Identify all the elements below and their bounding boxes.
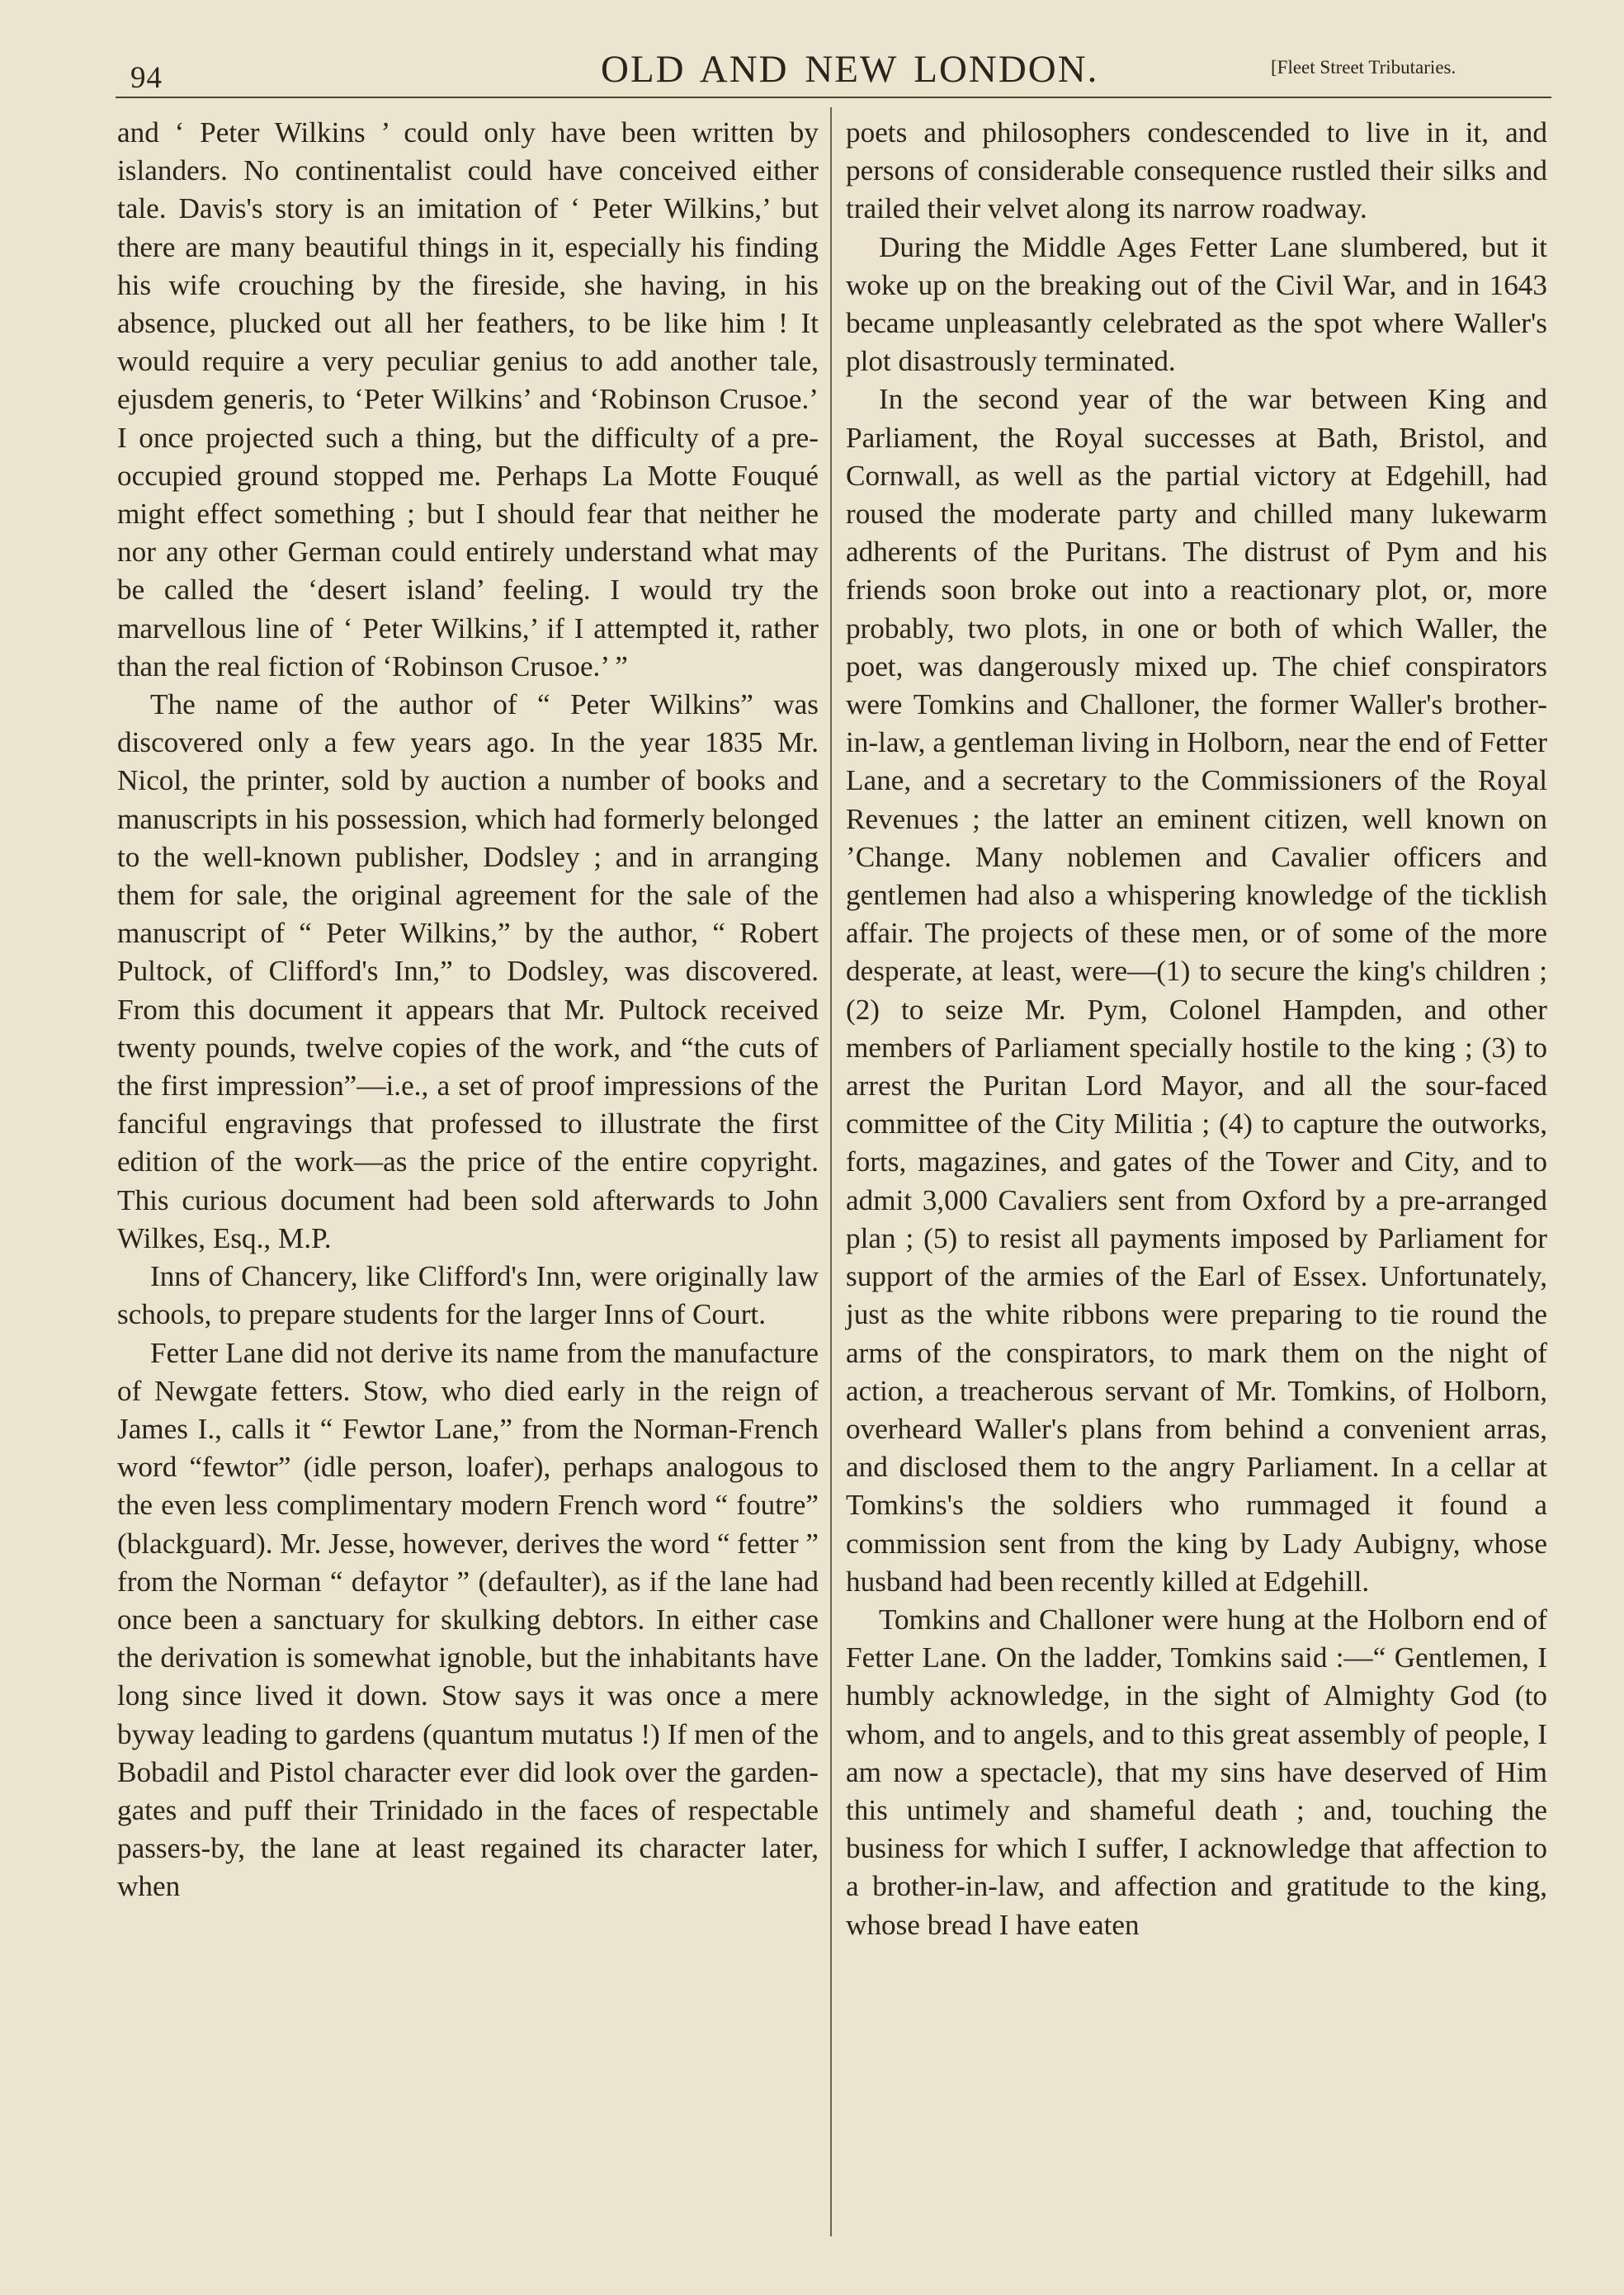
paragraph: During the Middle Ages Fetter Lane slumbered, but it woke up on the breaking out of the Civil War, and in 1643 became unpleasantly celebrated as the spot where Waller's plot disastrously terminated.: [846, 230, 1547, 378]
section-tag: [Fleet Street Tributaries.: [1271, 57, 1456, 78]
header-rule: [116, 97, 1551, 98]
running-title: OLD AND NEW LONDON.: [601, 48, 1099, 91]
paragraph: Tomkins and Challoner were hung at the Holborn end of Fetter Lane. On the ladder, Tomkins said :—“ Gentlemen, I humbly acknowledge, in the sight of Almighty God (to whom, and to angels, and to this great assembly of people, I am now a spectacle), that my sins have deserved of Him this untimely and shameful death ; and, touching the business for which I suffer, I acknowledge that affection to a brother-in-law, and affection and gratitude to the king, whose bread I have eaten: [846, 1603, 1547, 1941]
paragraph: In the second year of the war between King and Parliament, the Royal successes at Bath, Bristol, and Cornwall, as well as the partial victory at Edgehill, had roused the moderate party and chilled many lukewarm adherents of the Puritans. The distrust of Pym and his friends soon broke out into a reactionary plot, or, more probably, two plots, in one or both of which Waller, the poet, was dangerously mixed up. The chief conspirators were Tomkins and Challoner, the former Waller's brother-in-law, a gentleman living in Holborn, near the end of Fetter Lane, and a secretary to the Commissioners of the Royal Revenues ; the latter an eminent citizen, well known on ’Change. Many noblemen and Cavalier officers and gentlemen had also a whispering knowledge of the ticklish affair. The projects of these men, or of some of the more desperate, at least, were—(1) to secure the king's children ; (2) to seize Mr. Pym, Colonel Hampden, and other members of Parliament specially hostile to the king ; (3) to arrest the Puritan Lord Mayor, and all the sour-faced committee of the City Militia ; (4) to capture the outworks, forts, magazines, and gates of the Tower and City, and to admit 3,000 Cavaliers sent from Oxford by a pre-arranged plan ; (5) to resist all payments imposed by Parliament for support of the armies of the Earl of Essex. Unfortunately, just as the white ribbons were preparing to tie round the arms of the conspirators, to mark them on the night of action, a treacherous servant of Mr. Tomkins, of Holborn, overheard Waller's plans from behind a convenient arras, and disclosed them to the angry Parliament. In a cellar at Tomkins's the soldiers who rummaged it found a commission sent from the king by Lady Aubigny, whose husband had been recently killed at Edgehill.: [846, 383, 1547, 1598]
page-header: [124, 45, 1543, 95]
paragraph: The name of the author of “ Peter Wilkins” was discovered only a few years ago. In the year 1835 Mr. Nicol, the printer, sold by auction a number of books and manuscripts in his possession, which had formerly belonged to the well-known publisher, Dodsley ; and in arranging them for sale, the original agreement for the sale of the manuscript of “ Peter Wilkins,” by the author, “ Robert Pultock, of Clifford's Inn,” to Dodsley, was discovered. From this document it appears that Mr. Pultock received twenty pounds, twelve copies of the work, and “the cuts of the first impression”—i.e., a set of proof impressions of the fanciful engravings that professed to illustrate the first edition of the work—as the price of the entire copyright. This curious document had been sold afterwards to John Wilkes, Esq., M.P.: [117, 688, 819, 1254]
page-number: 94: [130, 61, 163, 95]
paragraph: poets and philosophers condescended to live in it, and persons of considerable consequence rustled their silks and trailed their velvet along its narrow roadway.: [846, 116, 1547, 225]
left-column: [117, 114, 819, 1906]
column-divider: [830, 107, 832, 2236]
right-column: [846, 114, 1547, 1944]
paragraph: and ‘ Peter Wilkins ’ could only have been written by islanders. No continentalist could have conceived either tale. Davis's story is an imitation of ‘ Peter Wilkins,’ but there are many beautiful things in it, especially his finding his wife crouching by the fireside, she having, in his absence, plucked out all her feathers, to be like him ! It would require a very peculiar genius to add another tale, ejusdem generis, to ‘Peter Wilkins’ and ‘Robinson Crusoe.’ I once projected such a thing, but the difficulty of a pre-occupied ground stopped me. Perhaps La Motte Fouqué might effect something ; but I should fear that neither he nor any other German could entirely understand what may be called the ‘desert island’ feeling. I would try the marvellous line of ‘ Peter Wilkins,’ if I attempted it, rather than the real fiction of ‘Robinson Crusoe.’ ”: [117, 116, 819, 682]
paragraph: Inns of Chancery, like Clifford's Inn, were originally law schools, to prepare students for the larger Inns of Court.: [117, 1260, 819, 1331]
paragraph: Fetter Lane did not derive its name from the manufacture of Newgate fetters. Stow, who died early in the reign of James I., calls it “ Fewtor Lane,” from the Norman-French word “fewtor” (idle person, loafer), perhaps analogous to the even less complimentary modern French word “ foutre” (blackguard). Mr. Jesse, however, derives the word “ fetter ” from the Norman “ defaytor ” (defaulter), as if the lane had once been a sanctuary for skulking debtors. In either case the derivation is somewhat ignoble, but the inhabitants have long since lived it down. Stow says it was once a mere byway leading to gardens (quantum mutatus !) If men of the Bobadil and Pistol character ever did look over the garden-gates and puff their Trinidado in the faces of respectable passers-by, the lane at least regained its character later, when: [117, 1336, 819, 1903]
